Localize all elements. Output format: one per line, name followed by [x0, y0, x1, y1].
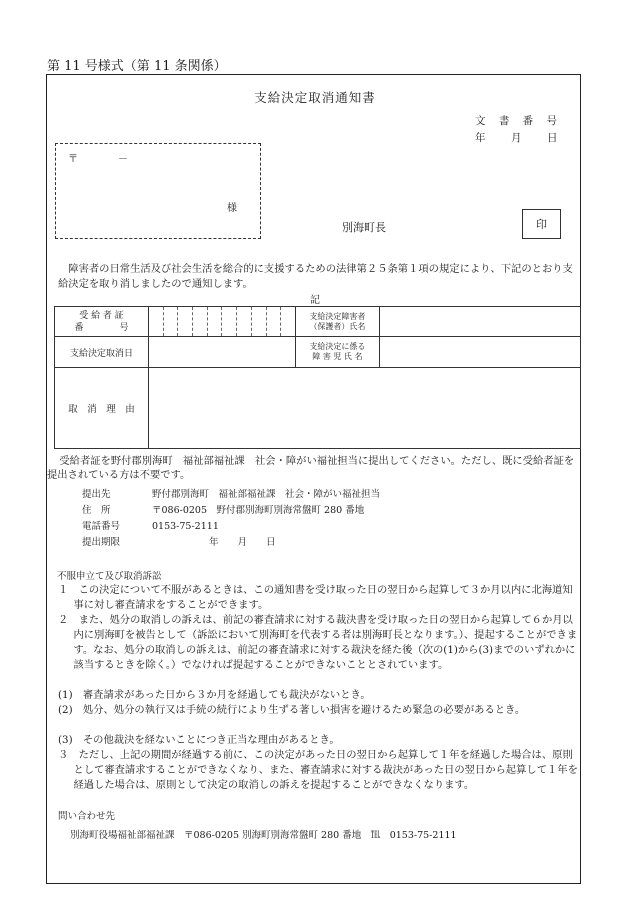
date-year-label: 年: [475, 132, 486, 144]
submission-row-label: 提出期限: [82, 537, 121, 548]
contact-heading: 問い合わせ先: [58, 811, 116, 822]
cert-digit-cell: [178, 307, 193, 337]
submission-row-value: 野付郡別海町 福祉部福祉課 社会・障がい福祉担当: [152, 489, 381, 500]
cert-digit-cell: [251, 307, 266, 337]
cert-digit-cell: [163, 307, 178, 337]
appeal-paragraph: ２ また、処分の取消しの訴えは、前記の審査請求に対する裁決書を受け取った日の翌日から起算して６か月以内に別海町を被告として（訴訟において別海町を代表する者は別海町長となります。）、提起することができます。なお、処分の取消しの訴えは、前記の審査請求に対する裁決を経た後（次の(1)から(3)までのいずれかに該当するときを除く。）でなければ提起することができないこととされています。: [58, 614, 578, 671]
cert-number-label: 受 給 者 証 番 号: [55, 307, 149, 337]
appeal-subitem: (2) 処分、処分の執行又は手続の続行により生ずる著しい損害を避けるため緊急の必要があるとき。: [58, 704, 526, 716]
document-title: 支給決定取消通知書: [254, 90, 376, 105]
recipient-honorific: 様: [227, 203, 237, 214]
cert-digit-cell: [266, 307, 281, 337]
submission-row: [82, 502, 364, 516]
cert-digit-cell: [222, 307, 237, 337]
submission-row: [82, 534, 276, 548]
submission-note: 受給者証を野付郡別海町 福祉部福祉課 社会・障がい福祉担当に提出してください。ただし、既に受給者証を提出されている方は不要です。: [47, 455, 575, 481]
appeal-paragraph: ３ ただし、上記の期間が経過する前に、この決定があった日の翌日から起算して１年を経過した場合は、原則として審査請求することができなくなり、また、審査請求に対する裁決があった日の翌日から起算して１年を経過した場合は、原則として決定の取消しの訴えを提起することができなくなります。: [58, 749, 578, 791]
appeal-subitem: (3) その他裁決を経ないことにつき正当な理由があるとき。: [58, 734, 340, 746]
submission-row-label: 電話番号: [82, 521, 121, 532]
child-name-value: [379, 337, 580, 368]
ki-heading: 記: [310, 295, 320, 306]
cert-digit-cell: [149, 307, 164, 337]
cert-digit-cell: [237, 307, 252, 337]
submission-row-value: 年 月 日: [152, 537, 276, 548]
detail-table: [54, 306, 581, 449]
contact-info: 別海町役場福祉部福祉課 〒086-0205 別海町別海常盤町 280 番地 ℡ 0153-75-2111: [70, 830, 457, 841]
appeal-heading: 不服申立て及び取消訴訟: [57, 571, 162, 582]
appeal-subitem: (1) 審査請求があった日から３か月を経過しても裁決がないとき。: [58, 689, 371, 701]
form-number-label: 第 11 号様式（第 11 条関係）: [47, 59, 227, 74]
cancel-reason-value: [149, 368, 581, 449]
submission-row-label: 住 所: [82, 505, 111, 516]
decided-person-value: [379, 307, 580, 337]
cancel-reason-label: 取 消 理 由: [55, 368, 149, 449]
cancel-date-value: [149, 337, 296, 368]
decided-person-label: 支給決定障害者 （保護者）氏名: [295, 307, 379, 337]
submission-row: [82, 486, 380, 500]
seal-box: 印: [522, 209, 561, 239]
appeal-paragraph: １ この決定について不服があるときは、この通知書を受け取った日の翌日から起算して３か月以内に北海道知事に対し審査請求をすることができます。: [58, 584, 573, 611]
issuer-name: 別海町長: [342, 221, 386, 234]
child-name-label: 支給決定に係る 障 害 児 氏 名: [295, 337, 379, 368]
submission-row-value: 0153-75-2111: [152, 521, 219, 532]
date-row: [475, 130, 558, 145]
date-day-label: 日: [547, 132, 558, 144]
date-month-label: 月: [511, 132, 522, 144]
intro-paragraph: 障害者の日常生活及び社会生活を総合的に支援するための法律第２５条第１項の規定により、下記のとおり支給決定を取り消しましたので通知します。: [58, 263, 573, 290]
document-number-label: 文 書 番 号: [475, 115, 563, 127]
postal-code-mark: 〒 －: [68, 154, 128, 165]
cert-digit-cell: [281, 307, 296, 337]
cert-digit-cell: [207, 307, 222, 337]
cert-digit-cell: [193, 307, 208, 337]
submission-row-value: 〒086-0205 野付郡別海町別海常盤町 280 番地: [152, 505, 365, 516]
cancel-date-label: 支給決定取消日: [55, 337, 149, 368]
submission-row: [82, 518, 219, 532]
submission-row-label: 提出先: [82, 489, 111, 500]
